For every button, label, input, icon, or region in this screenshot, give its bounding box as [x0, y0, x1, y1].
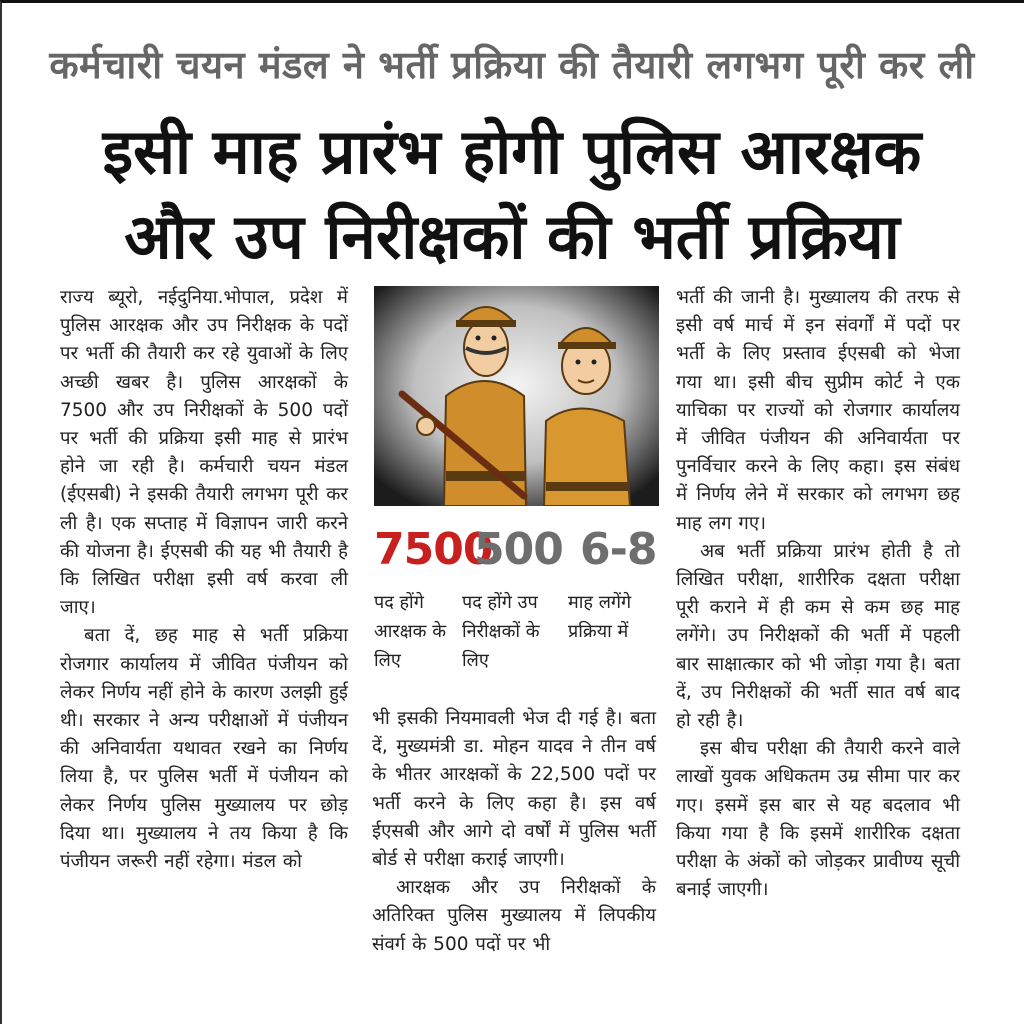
article-column-3 [676, 284, 960, 904]
main-headline-line1: इसी माह प्रारंभ होगी पुलिस आरक्षक [102, 115, 922, 188]
stat-value-months: 6-8 [580, 524, 657, 575]
stat-value-sub-inspectors: 500 [474, 524, 563, 575]
article-column-1 [60, 284, 348, 876]
kicker-headline: कर्मचारी चयन मंडल ने भर्ती प्रक्रिया की तैयारी लगभग पूरी कर ली [49, 43, 975, 87]
paragraph: भर्ती की जानी है। मुख्यालय की तरफ से इसी वर्ष मार्च में इन संवर्गों में पदों पर भर्ती के लिए प्रस्ताव ईएसबी को भेजा गया था। इसी बीच सुप्रीम कोर्ट ने एक याचिका पर राज्यों को रोजगार कार्यालय में जीवित पंजीयन की अनिवार्यता पर पुनर्विचार करने के लिए कहा। इस संबंध में निर्णय लेने में सरकार को लगभग छह माह लग गए। [676, 287, 960, 534]
paragraph: भी इसकी नियमावली भेज दी गई है। बता दें, मुख्यमंत्री डा. मोहन यादव ने तीन वर्ष के भीतर आरक्षकों के 22,500 पदों पर भर्ती करने के लिए कहा है। इस वर्ष ईएसबी और आगे दो वर्षों में पुलिस भर्ती बोर्ड से परीक्षा कराई जाएगी। [372, 708, 656, 871]
main-headline-line2: और उप निरीक्षकों की भर्ती प्रक्रिया [124, 200, 900, 273]
police-officers-cartoon-icon [374, 286, 659, 506]
stat-label-months: माह लगेंगे प्रक्रिया में [568, 592, 632, 642]
stat-label-constables: पद होंगे आरक्षक के लिए [374, 592, 447, 671]
stats-panel [370, 510, 660, 690]
paragraph: बता दें, छह माह से भर्ती प्रक्रिया रोजगार कार्यालय में जीवित पंजीयन को लेकर निर्णय नहीं होने के कारण उलझी हुई थी। सरकार ने अन्य परीक्षाओं में पंजीयन की अनिवार्यता यथावत रखने का निर्णय लिया है, पर पुलिस भर्ती में पंजीयन को लेकर निर्णय पुलिस मुख्यालय पर छोड़ दिया था। मुख्यालय ने तय किया है कि पंजीयन जरूरी नहीं रहेगा। मंडल को [60, 625, 348, 873]
paragraph: आरक्षक और उप निरीक्षकों के अतिरिक्त पुलिस मुख्यालय में लिपकीय संवर्ग के 500 पदों पर भी [372, 877, 656, 955]
stat-label-sub-inspectors: पद होंगे उप निरीक्षकों के लिए [462, 592, 540, 671]
paragraph: इस बीच परीक्षा की तैयारी करने वाले लाखों युवक अधिकतम उम्र सीमा पार कर गए। इसमें इस बार से यह बदलाव भी किया गया है कि इसमें शारीरिक दक्षता परीक्षा के अंकों को जोड़कर प्रावीण्य सूची बनाई जाएगी। [676, 738, 960, 901]
article-column-2 [372, 705, 656, 959]
paragraph: राज्य ब्यूरो, नईदुनिया.भोपाल, प्रदेश में पुलिस आरक्षक और उप निरीक्षक के पदों पर भर्ती की तैयारी कर रहे युवाओं के लिए अच्छी खबर है। पुलिस आरक्षकों के 7500 और उप निरीक्षकों के 500 पदों पर भर्ती की प्रक्रिया इसी माह से प्रारंभ होने जा रही है। कर्मचारी चयन मंडल (ईएसबी) ने इसकी तैयारी लगभग पूरी कर ली है। एक सप्ताह में विज्ञापन जारी करने की योजना है। ईएसबी की यह भी तैयारी है कि लिखित परीक्षा इसी वर्ष करवा ली जाए। [60, 287, 348, 619]
paragraph: अब भर्ती प्रक्रिया प्रारंभ होती है तो लिखित परीक्षा, शारीरिक दक्षता परीक्षा पूरी कराने में ही कम से कम छह माह लगेंगे। उप निरीक्षकों की भर्ती में पहली बार साक्षात्कार को भी जोड़ा गया है। बता दें, उप निरीक्षकों की भर्ती सात वर्ष बाद हो रही है। [676, 540, 960, 732]
stat-value-constables: 7500 [374, 524, 493, 575]
